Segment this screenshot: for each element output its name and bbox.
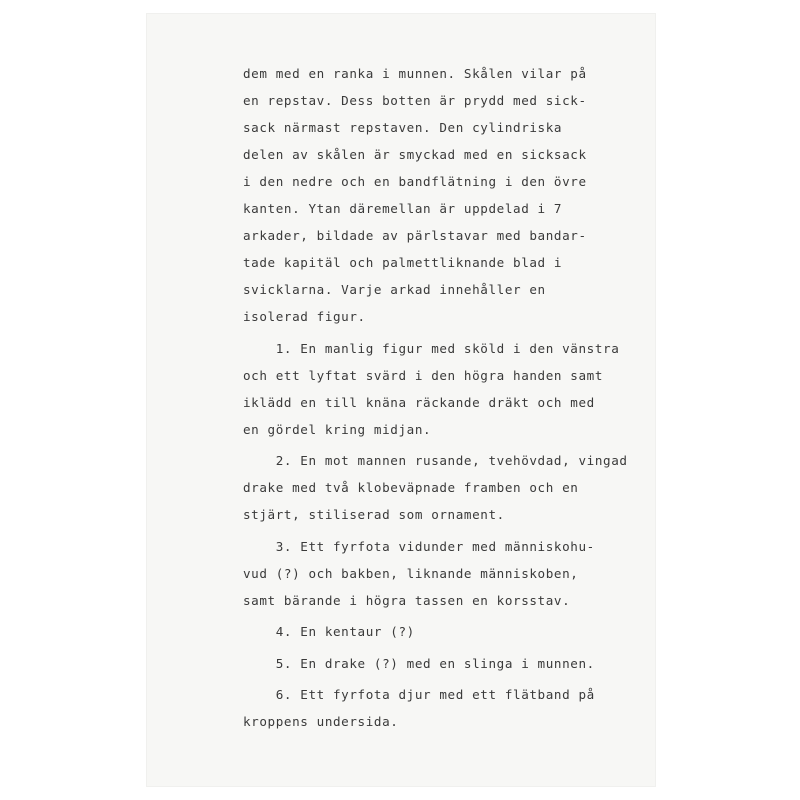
text-line: sack närmast repstaven. Den cylindriska [243,120,563,135]
text-line: kroppens undersida. [243,714,399,729]
text-line: iklädd en till knäna räckande dräkt och med [243,394,595,410]
list-item-5: 5. En drake (?) med en slinga i munnen. [243,655,595,671]
list-item-3: 3. Ett fyrfota vidunder med människohu- [243,538,595,554]
typewritten-text [243,60,643,735]
list-item-1: 1. En manlig figur med sköld i den vänstra [243,340,620,356]
text-line: delen av skålen är smyckad med en sicksack [243,147,587,162]
text-line: tade kapitäl och palmettliknande blad i [243,255,563,270]
text-line: isolerad figur. [243,309,366,324]
text-line: och ett lyftat svärd i den högra handen samt [243,367,604,383]
list-item-2: 2. En mot mannen rusande, tvehövdad, vingad [243,453,628,468]
list-item-4: 4. En kentaur (?) [243,624,415,639]
text-line: kanten. Ytan däremellan är uppdelad i 7 [243,201,563,216]
text-line: stjärt, stiliserad som ornament. [243,507,505,522]
list-item-6: 6. Ett fyrfota djur med ett flätband på [243,687,595,702]
text-line: i den nedre och en bandflätning i den övre [243,174,587,189]
text-line: en repstav. Dess botten är prydd med sick- [243,93,587,108]
text-line: en gördel kring midjan. [243,421,432,437]
text-line: svicklarna. Varje arkad innehåller en [243,282,546,297]
text-line: vud (?) och bakben, liknande människoben, [243,565,579,581]
text-line: samt bärande i högra tassen en korsstav. [243,592,571,608]
text-line: arkader, bildade av pärlstavar med bandar- [243,228,587,243]
text-line: drake med två klobeväpnade framben och en [243,480,579,495]
text-line: dem med en ranka i munnen. Skålen vilar på [243,66,587,81]
